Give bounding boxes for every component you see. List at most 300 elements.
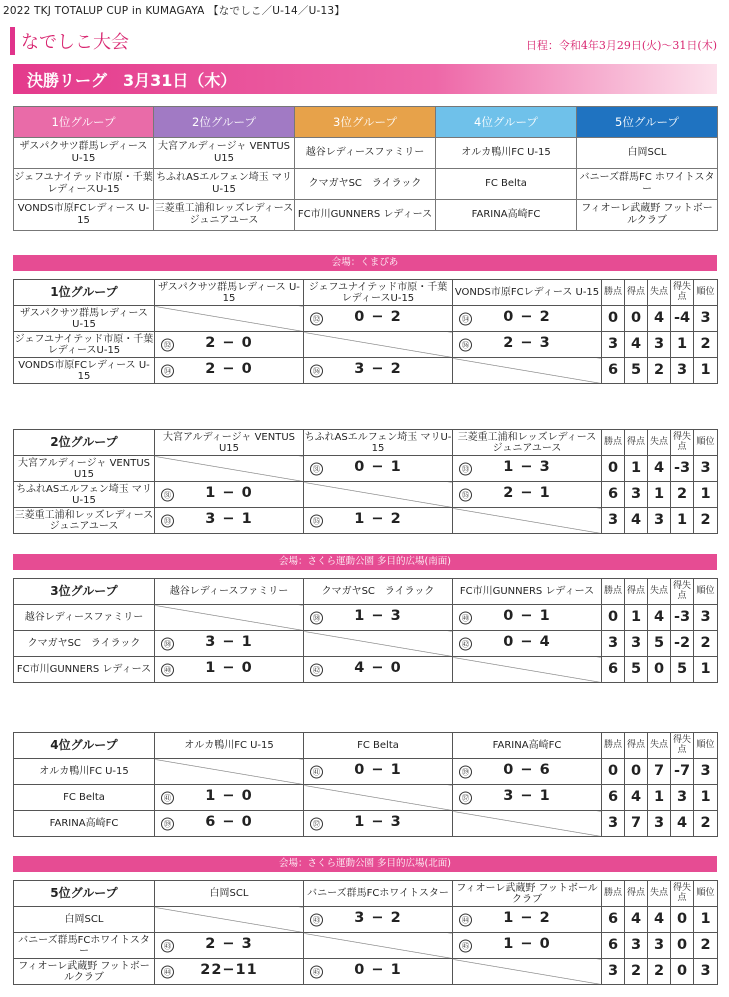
match-number: ㉞ bbox=[161, 364, 174, 377]
stat-value: 1 bbox=[694, 907, 718, 933]
match-result-cell bbox=[155, 959, 304, 985]
stat-value: -4 bbox=[671, 306, 694, 332]
match-number: ㊸ bbox=[310, 913, 323, 926]
group-5-table bbox=[13, 880, 718, 985]
group-name: 2位グループ bbox=[14, 430, 155, 456]
stat-value: 0 bbox=[602, 456, 625, 482]
stat-value: 3 bbox=[602, 508, 625, 534]
group-header-row bbox=[14, 430, 718, 456]
stat-column-header: 勝点 bbox=[602, 733, 625, 759]
stat-value: 4 bbox=[648, 306, 671, 332]
main-title-block bbox=[10, 26, 129, 56]
match-score: 3 − 1 bbox=[205, 511, 253, 528]
match-score: 0 − 6 bbox=[503, 762, 551, 779]
overview-body bbox=[14, 138, 718, 231]
opponent-column-header: 白岡SCL bbox=[155, 881, 304, 907]
group-overview-table bbox=[13, 106, 718, 231]
overview-group-header: 5位グループ bbox=[577, 107, 718, 138]
opponent-column-header: 大宮アルディージャ VENTUS U15 bbox=[155, 430, 304, 456]
match-result-cell bbox=[304, 605, 453, 631]
stat-value: 0 bbox=[671, 959, 694, 985]
match-number: ㉝ bbox=[161, 514, 174, 527]
stat-column-header: 失点 bbox=[648, 430, 671, 456]
opponent-column-header: FARINA高崎FC bbox=[453, 733, 602, 759]
stat-column-header: 失点 bbox=[648, 280, 671, 306]
stat-value: -7 bbox=[671, 759, 694, 785]
stat-value: 3 bbox=[694, 456, 718, 482]
match-number: ㊹ bbox=[459, 913, 472, 926]
stat-value: -3 bbox=[671, 456, 694, 482]
stat-column-header: 順位 bbox=[694, 733, 718, 759]
match-result-cell bbox=[155, 631, 304, 657]
team-name: ちふれASエルフェン埼玉 マリU-15 bbox=[14, 482, 155, 508]
match-number: ㉟ bbox=[310, 514, 323, 527]
match-result-cell bbox=[155, 657, 304, 683]
table-row bbox=[14, 811, 718, 837]
match-result-cell bbox=[304, 907, 453, 933]
match-result-cell bbox=[155, 933, 304, 959]
match-result-cell bbox=[453, 605, 602, 631]
page-title: なでしこ大会 bbox=[21, 32, 129, 53]
stat-column-header: 得失点 bbox=[671, 733, 694, 759]
table-row bbox=[14, 785, 718, 811]
group-name: 1位グループ bbox=[14, 280, 155, 306]
match-number: ㊲ bbox=[310, 817, 323, 830]
opponent-column-header: ザスパクサツ群馬レディース U-15 bbox=[155, 280, 304, 306]
match-score: 0 − 4 bbox=[503, 634, 551, 651]
stat-value: 1 bbox=[648, 785, 671, 811]
team-name: オルカ鴨川FC U-15 bbox=[14, 759, 155, 785]
stat-value: 5 bbox=[648, 631, 671, 657]
table-row bbox=[14, 358, 718, 384]
stat-value: 3 bbox=[671, 358, 694, 384]
match-result-cell bbox=[453, 933, 602, 959]
overview-header-row bbox=[14, 107, 718, 138]
schedule-text: 日程：令和4年3月29日(火)〜31日(木) bbox=[525, 39, 717, 52]
match-score: 0 − 2 bbox=[503, 309, 551, 326]
document-header-line: 2022 TKJ TOTALUP CUP in KUMAGAYA 【なでしこ／U-14／U-13】 bbox=[3, 5, 345, 17]
match-result-cell bbox=[155, 332, 304, 358]
team-name: 白岡SCL bbox=[14, 907, 155, 933]
overview-team-cell: ザスパクサツ群馬レディース U-15 bbox=[14, 138, 154, 169]
match-score: 0 − 2 bbox=[354, 309, 402, 326]
table-row bbox=[14, 759, 718, 785]
match-number: ㉜ bbox=[310, 312, 323, 325]
match-score: 1 − 0 bbox=[205, 660, 253, 677]
match-score: 3 − 2 bbox=[354, 910, 402, 927]
match-number: ㊶ bbox=[310, 765, 323, 778]
stat-column-header: 得点 bbox=[625, 280, 648, 306]
match-number: ㊴ bbox=[161, 817, 174, 830]
self-match-cell bbox=[453, 358, 602, 384]
match-result-cell bbox=[304, 456, 453, 482]
group-header-row bbox=[14, 881, 718, 907]
match-number: ㊹ bbox=[161, 965, 174, 978]
self-match-cell bbox=[453, 811, 602, 837]
match-number: ㊸ bbox=[161, 939, 174, 952]
match-score: 1 − 0 bbox=[503, 936, 551, 953]
match-number: ㉞ bbox=[459, 312, 472, 325]
opponent-column-header: FC市川GUNNERS レディース bbox=[453, 579, 602, 605]
self-match-cell bbox=[304, 785, 453, 811]
stat-value: 3 bbox=[694, 605, 718, 631]
stat-value: 7 bbox=[648, 759, 671, 785]
stat-column-header: 勝点 bbox=[602, 881, 625, 907]
stat-value: 2 bbox=[694, 332, 718, 358]
self-match-cell bbox=[155, 605, 304, 631]
opponent-column-header: オルカ鴨川FC U-15 bbox=[155, 733, 304, 759]
stat-value: 6 bbox=[602, 907, 625, 933]
stat-value: -2 bbox=[671, 631, 694, 657]
stat-value: -3 bbox=[671, 605, 694, 631]
stat-value: 0 bbox=[625, 306, 648, 332]
overview-row bbox=[14, 200, 718, 231]
overview-team-cell: クマガヤSC ライラック bbox=[295, 169, 436, 200]
match-number: ㉝ bbox=[459, 462, 472, 475]
group-name: 5位グループ bbox=[14, 881, 155, 907]
stat-column-header: 得失点 bbox=[671, 579, 694, 605]
title-accent-bar bbox=[10, 27, 15, 55]
self-match-cell bbox=[453, 508, 602, 534]
stat-value: 3 bbox=[625, 631, 648, 657]
self-match-cell bbox=[304, 933, 453, 959]
stat-column-header: 失点 bbox=[648, 733, 671, 759]
overview-group-header: 3位グループ bbox=[295, 107, 436, 138]
match-result-cell bbox=[453, 759, 602, 785]
stat-value: 2 bbox=[694, 811, 718, 837]
match-number: ㊺ bbox=[459, 939, 472, 952]
stat-value: 3 bbox=[602, 631, 625, 657]
stat-column-header: 順位 bbox=[694, 579, 718, 605]
stat-value: 6 bbox=[602, 657, 625, 683]
match-result-cell bbox=[453, 482, 602, 508]
group-header-row bbox=[14, 733, 718, 759]
opponent-column-header: ちふれASエルフェン埼玉 マリU-15 bbox=[304, 431, 452, 454]
match-score: 1 − 0 bbox=[205, 788, 253, 805]
table-row bbox=[14, 907, 718, 933]
stat-column-header: 順位 bbox=[694, 280, 718, 306]
stat-value: 3 bbox=[694, 959, 718, 985]
overview-team-cell: 三菱重工浦和レッズレディース ジュニアユース bbox=[154, 200, 295, 231]
match-score: 4 − 0 bbox=[354, 660, 402, 677]
stat-value: 3 bbox=[625, 933, 648, 959]
overview-team-cell: ジェフユナイテッド市原・千葉レディースU-15 bbox=[14, 169, 154, 200]
team-name: 三菱重工浦和レッズレディース ジュニアユース bbox=[14, 509, 154, 532]
group-2-table bbox=[13, 429, 718, 534]
venue-bar-2: 会場：さくら運動公園 多目的広場(南面) bbox=[13, 554, 717, 570]
stat-value: 1 bbox=[625, 456, 648, 482]
match-score: 0 − 1 bbox=[354, 762, 402, 779]
stat-column-header: 順位 bbox=[694, 430, 718, 456]
match-score: 1 − 3 bbox=[354, 814, 402, 831]
stat-value: 1 bbox=[694, 657, 718, 683]
stat-value: 1 bbox=[694, 785, 718, 811]
stat-value: 4 bbox=[625, 907, 648, 933]
stat-value: 0 bbox=[602, 759, 625, 785]
match-result-cell bbox=[155, 785, 304, 811]
match-score: 1 − 0 bbox=[205, 485, 253, 502]
self-match-cell bbox=[155, 306, 304, 332]
match-number: ㊶ bbox=[161, 791, 174, 804]
stat-value: 3 bbox=[625, 482, 648, 508]
match-result-cell bbox=[155, 508, 304, 534]
self-match-cell bbox=[453, 657, 602, 683]
stat-value: 0 bbox=[671, 933, 694, 959]
stat-value: 2 bbox=[694, 933, 718, 959]
stat-column-header: 失点 bbox=[648, 881, 671, 907]
stat-value: 3 bbox=[648, 933, 671, 959]
table-row bbox=[14, 332, 718, 358]
stat-value: 1 bbox=[671, 508, 694, 534]
match-result-cell bbox=[304, 759, 453, 785]
match-score: 2 − 1 bbox=[503, 485, 551, 502]
stat-value: 2 bbox=[625, 959, 648, 985]
stat-column-header: 得点 bbox=[625, 733, 648, 759]
team-name: FARINA高崎FC bbox=[14, 811, 155, 837]
overview-team-cell: FARINA高崎FC bbox=[436, 200, 577, 231]
stat-column-header: 得点 bbox=[625, 579, 648, 605]
table-row bbox=[14, 631, 718, 657]
opponent-column-header: FC Belta bbox=[304, 733, 453, 759]
match-number: ㊷ bbox=[459, 637, 472, 650]
match-number: ㊱ bbox=[310, 364, 323, 377]
match-score: 3 − 1 bbox=[503, 788, 551, 805]
stat-value: 2 bbox=[648, 358, 671, 384]
match-result-cell bbox=[304, 358, 453, 384]
stat-value: 2 bbox=[694, 631, 718, 657]
stat-value: 0 bbox=[648, 657, 671, 683]
stat-value: 6 bbox=[602, 785, 625, 811]
overview-team-cell: 白岡SCL bbox=[577, 138, 718, 169]
stat-column-header: 得点 bbox=[625, 430, 648, 456]
stat-value: 0 bbox=[671, 907, 694, 933]
match-result-cell bbox=[304, 657, 453, 683]
match-number: ㊳ bbox=[161, 637, 174, 650]
match-number: ㊷ bbox=[310, 663, 323, 676]
stat-column-header: 得失点 bbox=[671, 280, 694, 306]
match-score: 0 − 1 bbox=[354, 962, 402, 979]
opponent-column-header: VONDS市原FCレディース U-15 bbox=[453, 280, 602, 306]
overview-row bbox=[14, 138, 718, 169]
stat-value: 4 bbox=[625, 785, 648, 811]
group-1-table bbox=[13, 279, 718, 384]
table-row bbox=[14, 959, 718, 985]
team-name: ジェフユナイテッド市原・千葉レディースU-15 bbox=[14, 333, 154, 356]
opponent-column-header: 越谷レディースファミリー bbox=[155, 579, 304, 605]
stat-column-header: 得失点 bbox=[671, 881, 694, 907]
match-number: ㉜ bbox=[161, 338, 174, 351]
stat-value: 4 bbox=[625, 508, 648, 534]
match-score: 6 − 0 bbox=[205, 814, 253, 831]
team-name: バニーズ群馬FCホワイトスター bbox=[14, 933, 155, 959]
stat-value: 4 bbox=[648, 456, 671, 482]
table-row bbox=[14, 933, 718, 959]
table-row bbox=[14, 306, 718, 332]
match-score: 0 − 1 bbox=[503, 608, 551, 625]
match-score: 3 − 2 bbox=[354, 361, 402, 378]
stat-value: 1 bbox=[694, 358, 718, 384]
stat-value: 4 bbox=[625, 332, 648, 358]
stat-value: 3 bbox=[694, 306, 718, 332]
match-result-cell bbox=[155, 358, 304, 384]
stat-value: 6 bbox=[602, 358, 625, 384]
stat-value: 2 bbox=[694, 508, 718, 534]
stat-column-header: 得点 bbox=[625, 881, 648, 907]
match-result-cell bbox=[453, 631, 602, 657]
venue-bar-3: 会場：さくら運動公園 多目的広場(北面) bbox=[13, 856, 717, 872]
team-name: フィオーレ武蔵野 フットボールクラブ bbox=[14, 959, 155, 985]
opponent-column-header: クマガヤSC ライラック bbox=[304, 579, 453, 605]
match-score: 0 − 1 bbox=[354, 459, 402, 476]
stat-value: 3 bbox=[694, 759, 718, 785]
match-number: ㊵ bbox=[459, 611, 472, 624]
overview-team-cell: ちふれASエルフェン埼玉 マリU-15 bbox=[154, 169, 295, 200]
stat-value: 3 bbox=[648, 332, 671, 358]
stat-value: 4 bbox=[648, 605, 671, 631]
match-result-cell bbox=[304, 959, 453, 985]
stat-value: 0 bbox=[625, 759, 648, 785]
team-name: FC市川GUNNERS レディース bbox=[14, 657, 155, 683]
group-3-table bbox=[13, 578, 718, 683]
stat-value: 7 bbox=[625, 811, 648, 837]
stat-value: 4 bbox=[671, 811, 694, 837]
venue-bar-1: 会場：くまぴあ bbox=[13, 255, 717, 271]
stat-value: 0 bbox=[602, 605, 625, 631]
self-match-cell bbox=[453, 959, 602, 985]
match-score: 1 − 2 bbox=[354, 511, 402, 528]
self-match-cell bbox=[304, 482, 453, 508]
overview-team-cell: FC市川GUNNERS レディース bbox=[295, 200, 436, 231]
match-result-cell bbox=[155, 811, 304, 837]
overview-team-cell: オルカ鴨川FC U-15 bbox=[436, 138, 577, 169]
match-score: 2 − 3 bbox=[205, 936, 253, 953]
stat-value: 3 bbox=[602, 811, 625, 837]
self-match-cell bbox=[155, 456, 304, 482]
stat-value: 2 bbox=[671, 482, 694, 508]
overview-group-header: 4位グループ bbox=[436, 107, 577, 138]
match-number: ㊳ bbox=[310, 611, 323, 624]
match-result-cell bbox=[453, 332, 602, 358]
overview-team-cell: フィオーレ武蔵野 フットボールクラブ bbox=[577, 200, 718, 231]
stat-column-header: 順位 bbox=[694, 881, 718, 907]
match-result-cell bbox=[304, 508, 453, 534]
group-name: 4位グループ bbox=[14, 733, 155, 759]
stat-value: 6 bbox=[602, 933, 625, 959]
stat-value: 1 bbox=[694, 482, 718, 508]
stat-value: 5 bbox=[625, 358, 648, 384]
match-number: ㉛ bbox=[310, 462, 323, 475]
opponent-column-header: ジェフユナイテッド市原・千葉レディースU-15 bbox=[304, 280, 453, 306]
match-score: 1 − 3 bbox=[354, 608, 402, 625]
table-row bbox=[14, 657, 718, 683]
table-row bbox=[14, 605, 718, 631]
overview-group-header: 2位グループ bbox=[154, 107, 295, 138]
match-result-cell bbox=[453, 785, 602, 811]
team-name: 大宮アルディージャ VENTUS U15 bbox=[14, 456, 155, 482]
stat-value: 5 bbox=[625, 657, 648, 683]
stat-value: 3 bbox=[602, 959, 625, 985]
match-result-cell bbox=[453, 306, 602, 332]
stat-value: 3 bbox=[648, 811, 671, 837]
table-row bbox=[14, 508, 718, 534]
overview-team-cell: バニーズ群馬FC ホワイトスター bbox=[577, 169, 718, 200]
stat-value: 1 bbox=[648, 482, 671, 508]
group-4-table bbox=[13, 732, 718, 837]
overview-row bbox=[14, 169, 718, 200]
stat-column-header: 勝点 bbox=[602, 579, 625, 605]
overview-team-cell: FC Belta bbox=[436, 169, 577, 200]
match-score: 3 − 1 bbox=[205, 634, 253, 651]
team-name: VONDS市原FCレディース U-15 bbox=[14, 358, 155, 384]
match-score: 1 − 3 bbox=[503, 459, 551, 476]
match-result-cell bbox=[453, 456, 602, 482]
group-name: 3位グループ bbox=[14, 579, 155, 605]
stat-value: 3 bbox=[648, 508, 671, 534]
stat-value: 4 bbox=[648, 907, 671, 933]
table-row bbox=[14, 482, 718, 508]
self-match-cell bbox=[155, 759, 304, 785]
match-score: 2 − 0 bbox=[205, 361, 253, 378]
match-number: ㉛ bbox=[161, 488, 174, 501]
match-score: 22−11 bbox=[200, 962, 258, 979]
match-score: 1 − 2 bbox=[503, 910, 551, 927]
match-number: ㊴ bbox=[459, 765, 472, 778]
overview-group-header: 1位グループ bbox=[14, 107, 154, 138]
stat-value: 5 bbox=[671, 657, 694, 683]
stat-column-header: 勝点 bbox=[602, 280, 625, 306]
table-row bbox=[14, 456, 718, 482]
match-number: ㊵ bbox=[161, 663, 174, 676]
match-result-cell bbox=[304, 306, 453, 332]
match-number: ㊱ bbox=[459, 338, 472, 351]
stat-value: 3 bbox=[602, 332, 625, 358]
match-number: ㊲ bbox=[459, 791, 472, 804]
overview-team-cell: VONDS市原FCレディース U-15 bbox=[14, 200, 154, 231]
match-number: ㉟ bbox=[459, 488, 472, 501]
stat-column-header: 得失点 bbox=[671, 430, 694, 456]
stat-value: 1 bbox=[625, 605, 648, 631]
stat-value: 6 bbox=[602, 482, 625, 508]
match-number: ㊺ bbox=[310, 965, 323, 978]
stat-value: 3 bbox=[671, 785, 694, 811]
match-result-cell bbox=[453, 907, 602, 933]
stat-value: 0 bbox=[602, 306, 625, 332]
overview-team-cell: 大宮アルディージャ VENTUS U15 bbox=[154, 138, 295, 169]
stat-value: 2 bbox=[648, 959, 671, 985]
opponent-column-header: フィオーレ武蔵野 フットボールクラブ bbox=[453, 881, 602, 907]
overview-team-cell: 越谷レディースファミリー bbox=[295, 138, 436, 169]
self-match-cell bbox=[155, 907, 304, 933]
match-result-cell bbox=[304, 811, 453, 837]
self-match-cell bbox=[304, 631, 453, 657]
stat-column-header: 勝点 bbox=[602, 430, 625, 456]
stat-column-header: 失点 bbox=[648, 579, 671, 605]
team-name: クマガヤSC ライラック bbox=[14, 631, 155, 657]
self-match-cell bbox=[304, 332, 453, 358]
match-result-cell bbox=[155, 482, 304, 508]
final-league-banner: 決勝リーグ 3月31日（木） bbox=[13, 64, 717, 94]
team-name: ザスパクサツ群馬レディース U-15 bbox=[14, 306, 155, 332]
stat-value: 1 bbox=[671, 332, 694, 358]
opponent-column-header: 三菱重工浦和レッズレディース ジュニアユース bbox=[453, 430, 602, 456]
team-name: FC Belta bbox=[14, 785, 155, 811]
team-name: 越谷レディースファミリー bbox=[14, 605, 155, 631]
match-score: 2 − 3 bbox=[503, 335, 551, 352]
group-header-row bbox=[14, 280, 718, 306]
opponent-column-header: バニーズ群馬FCホワイトスター bbox=[304, 881, 453, 907]
group-header-row bbox=[14, 579, 718, 605]
match-score: 2 − 0 bbox=[205, 335, 253, 352]
